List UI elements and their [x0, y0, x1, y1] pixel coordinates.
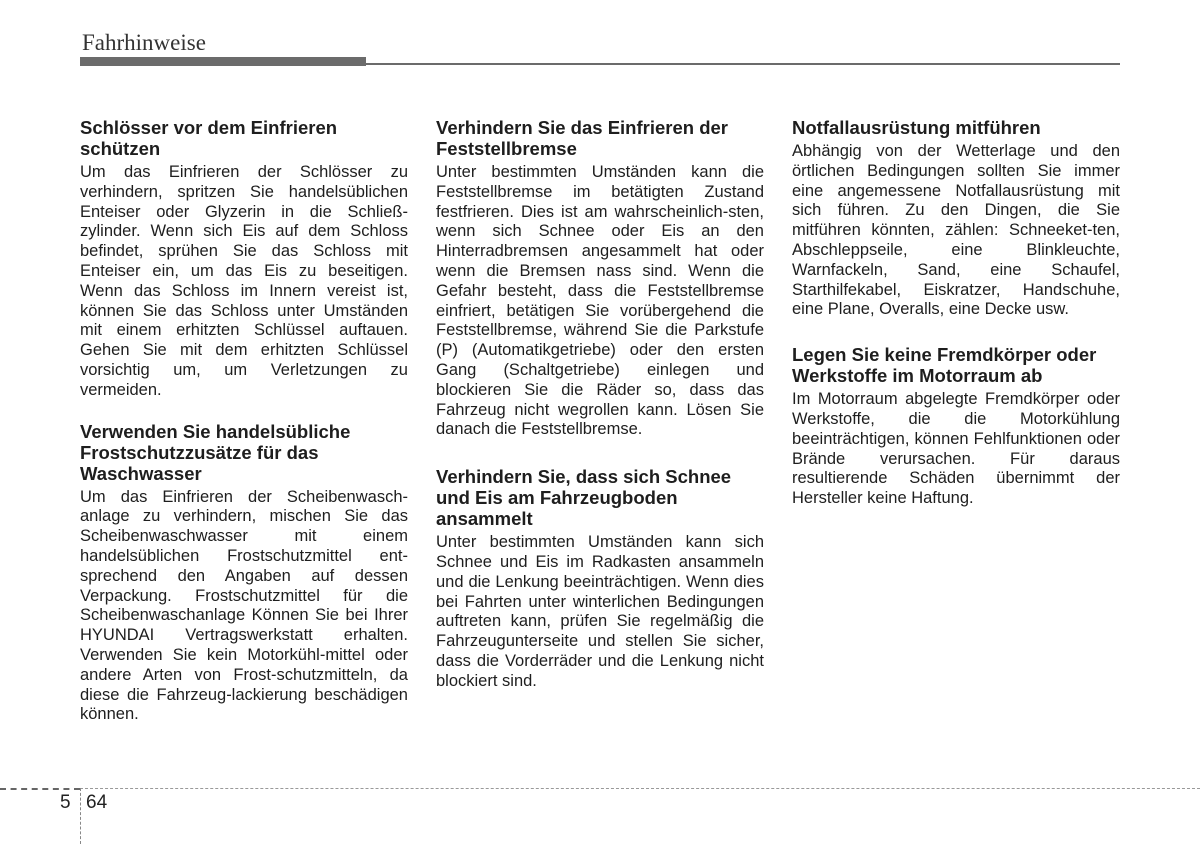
section-body: Um das Einfrieren der Schlösser zu verhindern, spritzen Sie handelsüblichen Enteiser oder Glyzerin in die Schließ-zylinder. Wenn sich Eis auf dem Schloss befindet, sprühen Sie das Schloss mit Enteiser ein, um das Eis zu beseitigen. Wenn das Schloss im Innern vereist ist, können Sie das Schloss unter Umständen mit einem erhitzten Schlüssel auftauen. Gehen Sie mit dem erhitzten Schlüssel vorsichtig um, um Verletzungen zu vermeiden. [80, 163, 408, 399]
column-1 [80, 117, 408, 745]
section-emergency-kit [792, 117, 1120, 320]
section-body: Im Motorraum abgelegte Fremdkörper oder Werkstoffe, die die Motorkühlung beeinträchtigen, können Fehlfunktionen oder Brände verursachen. Für daraus resultierende Schäden übernimmt der Hersteller keine Haftung. [792, 390, 1120, 508]
footer-divider-vertical [80, 788, 81, 844]
section-body: Um das Einfrieren der Scheibenwasch-anlage zu verhindern, mischen Sie das Scheibenwaschwasser mit einem handelsüblichen Frostschutzmittel ent-sprechend den Angaben auf dessen Verpackung. Frostschutzmittel für die Scheibenwaschanlage Können Sie bei Ihrer HYUNDAI Vertragswerkstatt erhalten. Verwenden Sie kein Motorkühl-mittel oder andere Arten von Frost-schutzmitteln, da diese die Fahrzeug-lackierung beschädigen können. [80, 487, 408, 724]
section-body: Unter bestimmten Umständen kann sich Schnee und Eis im Radkasten ansammeln und die Lenkung beeinträchtigen. Wenn dies bei Fahrten unter winterlichen Bedingungen auftreten kann, prüfen Sie regelmäßig die Fahrzeugunterseite und stellen Sie sicher, dass die Vorderräder und die Lenkung nicht blockiert sind. [436, 533, 764, 690]
section-body: Unter bestimmten Umständen kann die Feststellbremse im betätigten Zustand festfrieren. Dies ist am wahrscheinlich-sten, wenn sich Schnee oder Eis an den Hinterradbremsen angesammelt hat oder wenn die Bremsen nass sind. Wenn die Gefahr besteht, dass die Feststellbremse einfriert, betätigen Sie vorübergehend die Feststellbremse, während Sie die Parkstufe (P) (Automatikgetriebe) oder den ersten Gang (Schaltgetriebe) einlegen und blockieren Sie die Räder so, dass das Fahrzeug nicht wegrollen kann. Lösen Sie danach die Feststellbremse. [436, 163, 764, 439]
section-washer-antifreeze [80, 421, 408, 726]
section-heading: Verhindern Sie das Einfrieren der Feststellbremse [436, 117, 728, 159]
column-2 [436, 117, 764, 712]
section-heading: Notfallausrüstung mitführen [792, 117, 1041, 138]
chapter-number: 5 [60, 792, 71, 813]
column-3 [792, 117, 1120, 529]
footer-divider-right [80, 788, 1200, 789]
section-parking-brake [436, 117, 764, 440]
section-heading: Verhindern Sie, dass sich Schnee und Eis am Fahrzeugboden ansammelt [436, 466, 732, 530]
section-body: Abhängig von der Wetterlage und den örtlichen Bedingungen sollten Sie immer eine angemessene Notfallausrüstung mit sich führen. Zu den Dingen, die Sie mitführen könnten, zählen: Schneeket-ten, Abschleppseile, eine Blinkleuchte, Warnfackeln, Sand, eine Schaufel, Starthilfekabel, Eiskratzer, Handschuhe, eine Plane, Overalls, eine Decke usw. [792, 142, 1120, 319]
section-engine-bay [792, 344, 1120, 509]
page-number: 64 [86, 792, 108, 813]
section-lock-freeze [80, 117, 408, 401]
footer-divider-left [0, 788, 80, 790]
section-heading: Legen Sie keine Fremdkörper oder Werkstoffe im Motorraum ab [792, 344, 1097, 387]
header-rule-thin [366, 63, 1120, 65]
header-title: Fahrhinweise [82, 30, 206, 55]
section-snow-underbody [436, 466, 764, 691]
header-rule-thick [80, 57, 366, 66]
section-heading: Schlösser vor dem Einfrieren schützen [80, 117, 338, 159]
section-heading: Verwenden Sie handelsübliche Frostschutzzusätze für das Waschwasser [80, 420, 351, 484]
